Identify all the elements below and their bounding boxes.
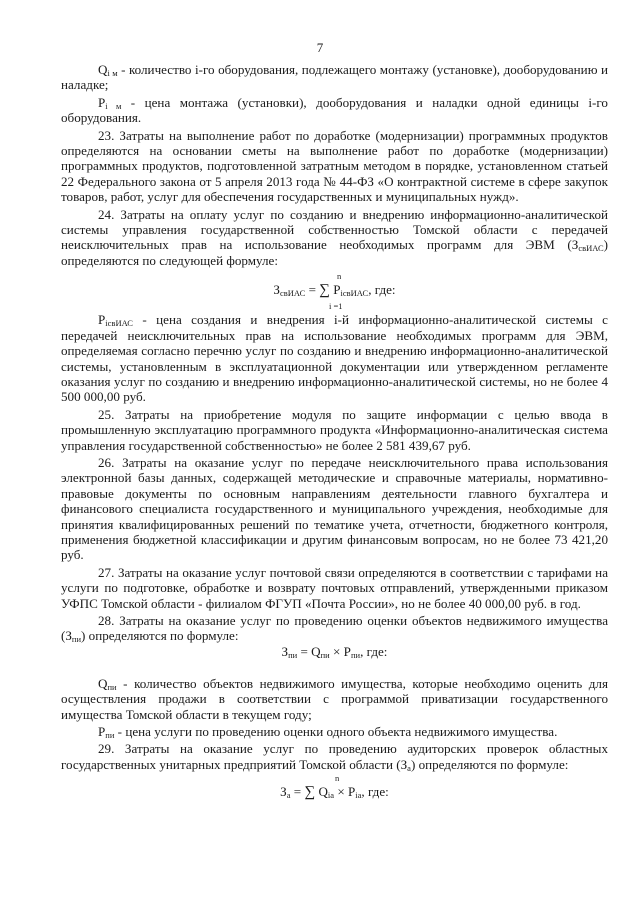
formula-term: P	[333, 282, 341, 298]
subscript: пи	[107, 681, 117, 692]
formula-lhs: З	[280, 784, 287, 800]
formula-term: Q	[311, 643, 321, 659]
subscript: пи	[320, 649, 330, 660]
subscript: свИАС	[279, 288, 306, 299]
formula-body	[61, 784, 608, 800]
subscript: i м	[107, 68, 118, 78]
sum-lower-limit: i =1	[329, 301, 343, 312]
variable: Q	[98, 675, 108, 691]
formula-body	[61, 282, 608, 298]
paragraph-text: 24. Затраты на оплату услуг по созданию и внедрению информационно-аналитической системы управления государственной собственностью Томской области с передачей неисключительных прав на использование необходимых программ для ЭВМ (З	[61, 206, 608, 253]
paragraph-24-definition	[61, 312, 608, 404]
equals-sign: =	[290, 784, 305, 800]
paragraph-q-mount	[61, 62, 608, 93]
subscript: пи	[105, 730, 115, 741]
variable: P	[98, 724, 106, 740]
subscript: iа	[327, 790, 335, 801]
paragraph-29	[61, 741, 608, 772]
paragraph-text: - цена монтажа (установки), дооборудования и наладки одной единицы i-го оборудования.	[61, 94, 608, 126]
paragraph-26: 26. Затраты на оказание услуг по передаче неисключительного права использования электронной базы данных, содержащей методические и справочные материалы, нормативно-правовые документы по основным направлениям деятельности главного бухгалтера и финансового специалиста государственного и муниципального учреждения, необходимые для принятия квалифицированных решений по тематике учета, отчетности, бюджетного контроля, применения бюджетной классификации и другим финансовым вопросам, но не более 73 421,20 руб.	[61, 454, 608, 563]
multiply-sign: ×	[329, 643, 344, 659]
summation-sign: ∑	[319, 282, 330, 299]
variable: P	[98, 312, 106, 328]
subscript: а	[286, 790, 291, 801]
subscript: iсвИАС	[105, 318, 133, 329]
sum-upper-limit: n	[335, 773, 340, 784]
paragraph-text: ) определяются по формуле:	[81, 628, 239, 644]
paragraph-28	[61, 613, 608, 644]
subscript: пи	[71, 634, 82, 645]
equals-sign: =	[297, 643, 312, 659]
paragraph-text: ) определяются по следующей формуле:	[61, 237, 608, 268]
paragraph-text: - количество i-го оборудования, подлежащего монтажу (установке), дооборудованию и наладке;	[61, 62, 608, 93]
formula-lhs: З	[281, 643, 289, 659]
subscript: свИАС	[578, 243, 604, 254]
subscript: пи	[288, 649, 298, 660]
sum-upper-limit: n	[337, 271, 342, 282]
document-body	[61, 62, 608, 804]
formula-audit	[61, 774, 608, 804]
paragraph-text: 29. Затраты на оказание услуг по проведению аудиторских проверок областных государственных унитарных предприятий Томской области (З	[61, 741, 608, 772]
subscript: iсвИАС	[340, 288, 369, 299]
equals-sign: =	[305, 282, 320, 298]
subscript: а	[407, 762, 411, 773]
paragraph-text: - цена услуги по проведению оценки одного объекта недвижимого имущества.	[114, 724, 558, 740]
formula-term: Q	[318, 784, 328, 800]
formula-pi	[61, 644, 608, 664]
formula-tail: , где:	[368, 282, 396, 298]
variable: P	[98, 94, 106, 110]
formula-tail: , где:	[361, 784, 389, 800]
formula-lhs: З	[273, 282, 280, 298]
paragraph-text: - количество объектов недвижимого имущества, которые необходимо оценить для осуществления продажи в соответствии с программой приватизации государственного имущества Томской области в текущем году;	[61, 675, 608, 722]
paragraph-p-mount	[61, 95, 608, 126]
subscript: пи	[350, 649, 361, 660]
variable: Q	[98, 62, 108, 77]
formula-term: P	[343, 643, 351, 659]
multiply-sign: ×	[334, 784, 348, 800]
paragraph-23: 23. Затраты на выполнение работ по доработке (модернизации) программных продуктов определяются на основании сметы на выполнение работ по доработке (модернизации) программных продуктов, подготовленной затратным методом в порядке, установленном статьей 22 Федерального закона от 5 апреля 2013 года № 44-ФЗ «О контрактной системе в сфере закупок товаров, работ, услуг для обеспечения государственных и муниципальных нужд».	[61, 127, 608, 205]
formula-tail: , где:	[360, 643, 388, 659]
paragraph-27: 27. Затраты на оказание услуг почтовой связи определяются в соответствии с тарифами на услуги по подготовке, обработке и возврату почтовых отправлений, утвержденными приказом УФПС Томской области - филиалом ФГУП «Почта России», но не более 40 000,00 руб. в год.	[61, 564, 608, 611]
summation-sign: ∑	[304, 784, 316, 801]
paragraph-28-p-definition	[61, 724, 608, 739]
formula-term: P	[347, 784, 356, 800]
subscript: i м	[105, 100, 122, 111]
paragraph-text: - цена создания и внедрения i-й информационно-аналитической системы с передачей неисключительных прав на использование необходимых программ для ЭВМ, определяемая согласно перечню услуг по созданию и внедрению информационно-аналитической системы, установленным в эксплуатационной документации или утвержденном регламенте оказания услуг по созданию и внедрению информационно-аналитической системы, но не более 4 500 000,00 руб.	[61, 312, 608, 405]
paragraph-24	[61, 207, 608, 269]
page-number: 7	[316, 40, 324, 55]
formula-sviac	[61, 271, 608, 312]
paragraph-25: 25. Затраты на приобретение модуля по защите информации с целью ввода в промышленную эксплуатацию программного продукта «Информационно-аналитическая система управления государственной собственностью» не более 2 581 439,67 руб.	[61, 406, 608, 453]
paragraph-text: ) определяются по формуле:	[410, 756, 569, 772]
subscript: iа	[355, 790, 362, 801]
paragraph-28-q-definition	[61, 676, 608, 722]
formula-body	[61, 644, 608, 659]
paragraph-text: 28. Затраты на оказание услуг по проведению оценки объектов недвижимого имущества (З	[61, 613, 608, 644]
